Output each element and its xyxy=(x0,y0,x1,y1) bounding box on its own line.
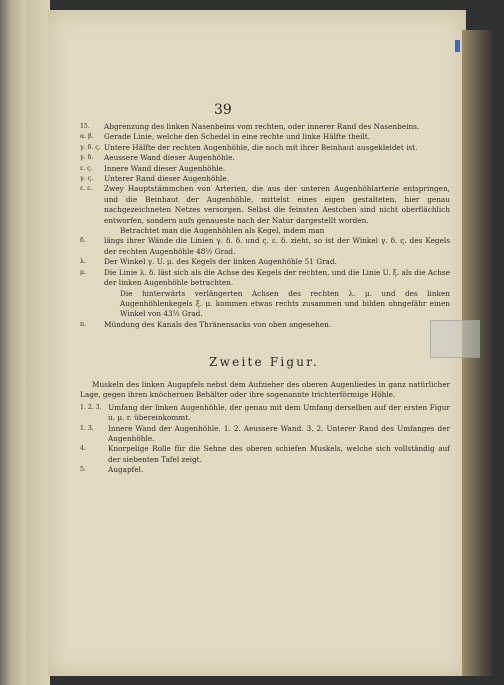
bookmark-ribbon xyxy=(455,40,460,52)
entry-label: γ. ς. xyxy=(80,175,94,183)
legend-entry xyxy=(80,122,450,132)
legend-entry xyxy=(80,132,450,142)
page-number: 39 xyxy=(214,102,232,118)
entry-label: δ. xyxy=(80,237,86,245)
entry-label: α. β. xyxy=(80,133,94,141)
entry-text: Aeussere Wand dieser Augenhöhle. xyxy=(104,153,235,163)
entry-label: π. xyxy=(80,320,87,328)
legend-entry xyxy=(80,174,450,184)
legend-entry xyxy=(80,257,450,267)
entry-label: γ. δ. xyxy=(80,154,94,162)
entry-label: 15. xyxy=(80,123,90,130)
legend-section-2 xyxy=(80,380,450,476)
book-gutter xyxy=(26,0,50,685)
entry-text: Umfang der linken Augenhöhle, der genau mit dem Umfang derselben auf der ersten Figur u. μ. r. übereinkommt. xyxy=(108,402,450,423)
legend-entry xyxy=(80,268,450,289)
section-heading: Zweite Figur. xyxy=(209,355,319,369)
entry-text: Gerade Linie, welche den Schedel in eine rechte und linke Hälfte theilt. xyxy=(104,132,371,142)
entry-text: Unterer Rand dieser Augenhöhle. xyxy=(104,174,230,184)
entry-label: λ. xyxy=(80,258,86,266)
entry-label: ε. ς. xyxy=(80,164,93,172)
legend-entry xyxy=(80,143,450,153)
legend-list-1b xyxy=(80,236,450,288)
entry-label: 1. 2. 3. xyxy=(80,403,102,411)
entry-text: längs ihrer Wände die Linien γ. δ. δ. und ς. ε. δ. zieht, so ist der Winkel γ. δ. ς. des Kegels der rechten Augenhöhle 48½ Grad. xyxy=(104,236,450,256)
entry-label: 1. 3. xyxy=(80,424,94,432)
legend-entry xyxy=(80,424,450,445)
legend-section-1 xyxy=(80,122,450,330)
entry-label: γ. δ. ς. xyxy=(80,143,101,151)
legend-entry xyxy=(80,320,450,330)
entry-text: Abgrenzung des linken Nasenbeins vom rechten, oder innerer Rand des Nasenbeins. xyxy=(104,122,420,131)
entry-text: Mündung des Kanals des Thränensacks von oben angesehen. xyxy=(104,319,332,329)
entry-label: 4. xyxy=(80,445,86,453)
intro-paragraph: Muskeln des linken Augapfels nebst dem Aufzieher des oberen Augenliedes in ganz natürlicher Lage, gegen ihren knöchernen Behälter oder ihre sogenannte trichterförmige Höhle. xyxy=(80,380,450,400)
entry-text: Innere Wand dieser Augenhöhle. xyxy=(104,163,226,173)
entry-text: Zwey Hauptstämmchen von Arterien, die aus der unteren Augenhöhlarterie entspringen, und die Beinhaut der Augenhöhle, mittelst eines eigen gestalteten, hier genau nachgezeichneten Netzes versorgen. Selbst die feinsten Aestchen sind nicht oberflächlich entworfen, sondern aufs genaueste nach der Natur dargestellt worden. xyxy=(104,184,450,225)
legend-list-1c xyxy=(80,320,450,330)
entry-text: Der Winkel γ. U. μ. des Kegels der linken Augenhöhle 51 Grad. xyxy=(104,257,337,267)
entry-text: Knorpelige Rolle für die Sehne des oberen schiefen Muskels, welche sich vollständig auf der siebenten Tafel zeigt. xyxy=(108,444,450,464)
legend-list-2 xyxy=(80,403,450,476)
legend-list-1 xyxy=(80,122,450,226)
paragraph-kegel: Betrachtet man die Augenhöhlen als Kegel, indem man xyxy=(120,226,325,236)
legend-entry xyxy=(80,184,450,226)
book-page xyxy=(48,10,466,676)
entry-text: Innere Wand der Augenhöhle. 1. 2. Aeussere Wand. 3. 2. Unterer Rand des Umfanges der Augenhöhle. xyxy=(108,423,450,444)
left-page-edge xyxy=(0,0,26,685)
entry-label: μ. xyxy=(80,268,86,276)
entry-label: 5. xyxy=(80,466,86,474)
paragraph-achsen: Die hinterwärts verlängerten Achsen des rechten λ. μ. und des linken Augenhöhlenkegels ξ. μ. kommen etwas rechts zusammen und bilden ohngefähr einen Winkel von 43½ Grad. xyxy=(120,288,450,319)
legend-entry xyxy=(80,444,450,465)
entry-text: Augapfel. xyxy=(108,465,144,475)
entry-label: ε. ε. xyxy=(80,185,93,193)
legend-entry xyxy=(80,236,450,257)
entry-text: Untere Hälfte der rechten Augenhöhle, die noch mit ihrer Beinhaut ausgekleidet ist. xyxy=(104,142,418,152)
legend-entry xyxy=(80,465,450,475)
legend-entry xyxy=(80,164,450,174)
entry-text: Die Linie λ. δ. läst sich als die Achse des Kegels der rechten, und die Linie U. ξ. als die Achse der linken Augenhöhle betrachten. xyxy=(104,267,450,288)
legend-entry xyxy=(80,153,450,163)
legend-entry xyxy=(80,403,450,424)
